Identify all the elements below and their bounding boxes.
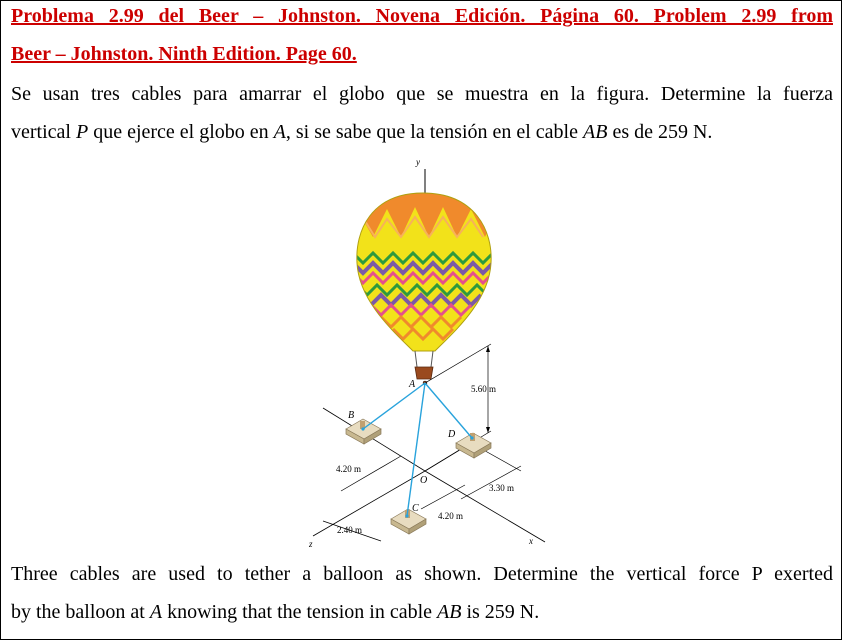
title-line-2: Beer – Johnston. Ninth Edition. Page 60. (11, 43, 357, 65)
dim-b-label: 4.20 m (336, 464, 362, 474)
english-line-1: Three cables are used to tether a balloon as shown. Determine the vertical force P exerted (11, 563, 833, 585)
symbol-AB: AB (437, 601, 462, 623)
symbol-A: A (273, 121, 286, 143)
label-A: A (409, 379, 416, 390)
balloon-figure (301, 151, 561, 551)
x-axis-label: x (529, 536, 533, 546)
dim-d-label: 3.30 m (489, 483, 515, 493)
text-run: , si se sabe que la tensión en el cable (285, 121, 583, 143)
spanish-line-2 (11, 121, 712, 144)
anchor-block-D (456, 433, 491, 458)
spanish-line-1: Se usan tres cables para amarrar el globo que se muestra en la figura. Determine la fuerza (11, 83, 833, 105)
balloon-envelope (351, 189, 496, 359)
y-axis-label: y (416, 157, 420, 167)
anchor-point-B (361, 427, 364, 430)
text-run: es de 259 N. (607, 121, 713, 143)
cable-AC (407, 383, 428, 516)
label-O: O (420, 475, 428, 486)
dim-c-label: 4.20 m (438, 511, 464, 521)
text-run: knowing that the tension in cable (162, 601, 438, 623)
cable-AB (363, 383, 425, 429)
z-axis-label: z (309, 539, 313, 549)
text-run: by the balloon at (11, 601, 150, 623)
dim-z-label: 2.40 m (337, 525, 363, 535)
anchor-point-C (405, 514, 408, 517)
basket (415, 367, 433, 379)
basket-rope (415, 351, 417, 367)
symbol-A: A (149, 601, 163, 623)
anchor-point-D (470, 436, 473, 439)
text-run: que ejerce el globo en (88, 121, 274, 143)
text-run: vertical (11, 121, 76, 143)
symbol-AB: AB (583, 121, 608, 143)
label-C: C (412, 503, 419, 514)
english-line-2 (11, 601, 539, 624)
ground-line-b (323, 408, 425, 471)
x-axis (425, 471, 545, 542)
label-D: D (448, 429, 456, 440)
basket-rope (431, 351, 433, 367)
label-B: B (348, 410, 355, 421)
title-line-1: Problema 2.99 del Beer – Johnston. Novena Edición. Página 60. Problem 2.99 from (11, 5, 833, 27)
dim-height-label: 5.60 m (471, 384, 497, 394)
anchor-block-C (391, 509, 426, 534)
text-run: is 259 N. (461, 601, 540, 623)
symbol-P: P (75, 121, 89, 143)
dim-line-c (421, 485, 465, 509)
